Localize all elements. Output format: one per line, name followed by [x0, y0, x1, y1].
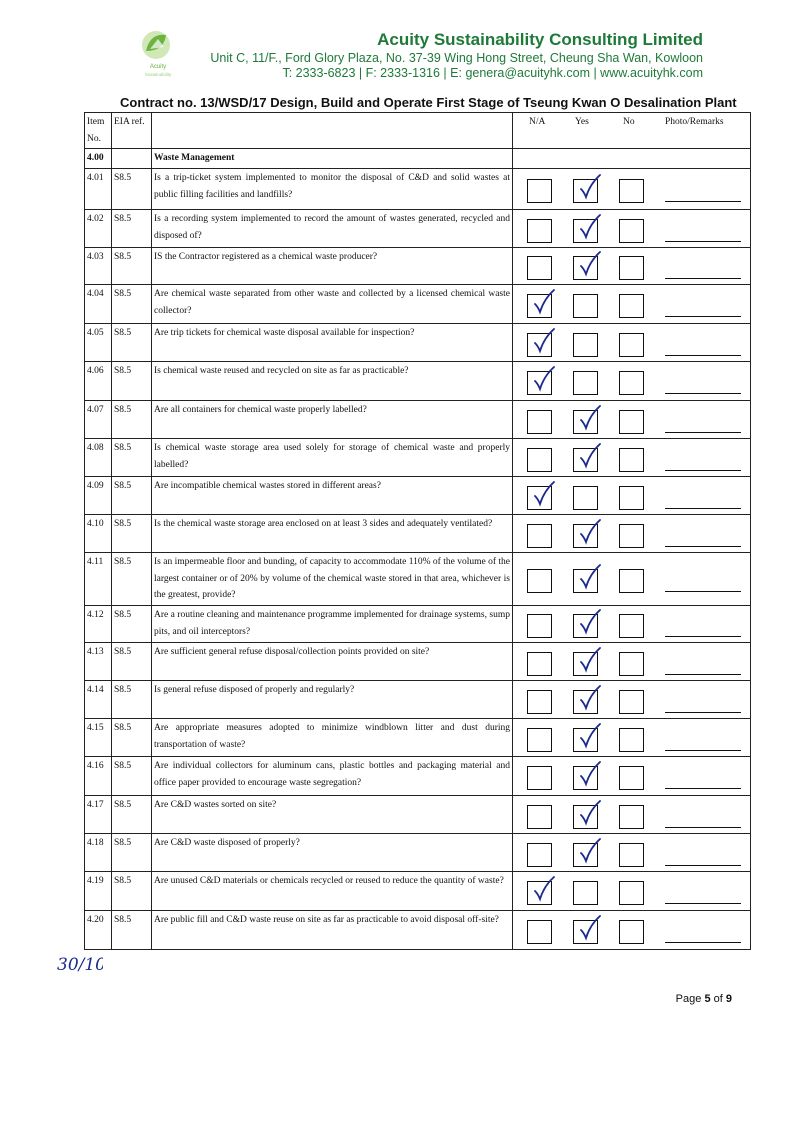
answer-cell	[513, 168, 751, 209]
checkbox-na[interactable]	[527, 843, 552, 867]
check-mark-icon	[576, 405, 602, 433]
checkbox-no[interactable]	[619, 448, 644, 472]
question-text: Are all containers for chemical waste properly labelled?	[152, 400, 513, 438]
answer-cell	[513, 871, 751, 910]
checkbox-na[interactable]	[527, 486, 552, 510]
section-number: 4.00	[85, 149, 112, 169]
remarks-line[interactable]	[665, 674, 741, 675]
answer-cell	[513, 833, 751, 871]
checkbox-na[interactable]	[527, 920, 552, 944]
checklist-table	[84, 112, 751, 950]
checkbox-yes[interactable]	[573, 294, 598, 318]
remarks-line[interactable]	[665, 432, 741, 433]
checkbox-no[interactable]	[619, 410, 644, 434]
checkbox-na[interactable]	[527, 219, 552, 243]
eia-reference: S8.5	[112, 284, 152, 323]
item-number: 4.16	[85, 756, 112, 795]
check-mark-icon	[530, 876, 556, 904]
question-text: Are individual collectors for aluminum cans, plastic bottles and packaging material and office paper provided to encourage waste segregation?	[152, 756, 513, 795]
checkbox-yes[interactable]	[573, 614, 598, 638]
item-number: 4.08	[85, 438, 112, 476]
section-title: Waste Management	[152, 149, 513, 169]
checklist-row	[85, 209, 751, 247]
eia-reference: S8.5	[112, 833, 152, 871]
item-number: 4.20	[85, 910, 112, 949]
checklist-row	[85, 795, 751, 833]
check-mark-icon	[576, 564, 602, 592]
item-number: 4.03	[85, 247, 112, 284]
checkbox-yes[interactable]	[573, 690, 598, 714]
checkbox-no[interactable]	[619, 920, 644, 944]
check-mark-icon	[530, 328, 556, 356]
answer-cell	[513, 247, 751, 284]
answer-cell	[513, 718, 751, 756]
checkbox-no[interactable]	[619, 614, 644, 638]
checkbox-no[interactable]	[619, 843, 644, 867]
item-number: 4.07	[85, 400, 112, 438]
eia-reference: S8.5	[112, 871, 152, 910]
check-mark-icon	[576, 915, 602, 943]
eia-reference: S8.5	[112, 605, 152, 642]
checkbox-yes[interactable]	[573, 881, 598, 905]
answer-cell	[513, 284, 751, 323]
checklist-row	[85, 438, 751, 476]
checkbox-yes[interactable]	[573, 179, 598, 203]
checkbox-no[interactable]	[619, 569, 644, 593]
checklist-row	[85, 400, 751, 438]
eia-reference: S8.5	[112, 361, 152, 400]
checkbox-na[interactable]	[527, 179, 552, 203]
table-header-row	[85, 113, 751, 149]
eia-reference: S8.5	[112, 247, 152, 284]
answer-cell	[513, 209, 751, 247]
section-row	[85, 149, 751, 169]
col-no: No	[623, 117, 635, 127]
remarks-line[interactable]	[665, 788, 741, 789]
checkbox-no[interactable]	[619, 652, 644, 676]
eia-reference: S8.5	[112, 910, 152, 949]
eia-reference: S8.5	[112, 168, 152, 209]
checklist-row	[85, 247, 751, 284]
checkbox-yes[interactable]	[573, 410, 598, 434]
checkbox-no[interactable]	[619, 294, 644, 318]
check-mark-icon	[576, 174, 602, 202]
letterhead	[0, 0, 794, 95]
checkbox-na[interactable]	[527, 614, 552, 638]
check-mark-icon	[576, 647, 602, 675]
item-number: 4.10	[85, 514, 112, 552]
handwritten-note-text: 30/10	[57, 955, 103, 975]
checkbox-na[interactable]	[527, 881, 552, 905]
checkbox-na[interactable]	[527, 256, 552, 280]
current-page: 5	[704, 993, 711, 1005]
remarks-line[interactable]	[665, 508, 741, 509]
checkbox-no[interactable]	[619, 805, 644, 829]
eia-reference: S8.5	[112, 552, 152, 605]
answer-cell	[513, 605, 751, 642]
answer-cell	[513, 795, 751, 833]
remarks-line[interactable]	[665, 546, 741, 547]
item-number: 4.18	[85, 833, 112, 871]
company-name: Acuity Sustainability Consulting Limited	[377, 30, 703, 49]
answer-cell	[513, 438, 751, 476]
col-question	[152, 113, 513, 149]
checklist-row	[85, 323, 751, 361]
answer-cell	[513, 910, 751, 949]
answer-cell	[513, 514, 751, 552]
item-number: 4.02	[85, 209, 112, 247]
question-text: Are sufficient general refuse disposal/collection points provided on site?	[152, 642, 513, 680]
checkbox-na[interactable]	[527, 805, 552, 829]
leaf-logo-icon	[128, 25, 188, 81]
answer-cell	[513, 400, 751, 438]
checkbox-na[interactable]	[527, 294, 552, 318]
checkbox-yes[interactable]	[573, 805, 598, 829]
check-mark-icon	[576, 838, 602, 866]
question-text: Is a trip-ticket system implemented to monitor the disposal of C&D and solid wastes at public filling facilities and landfills?	[152, 168, 513, 209]
remarks-line[interactable]	[665, 316, 741, 317]
checklist-row	[85, 871, 751, 910]
question-text: Is chemical waste storage area used solely for storage of chemical waste and properly labelled?	[152, 438, 513, 476]
check-mark-icon	[576, 214, 602, 242]
checklist-row	[85, 756, 751, 795]
item-number: 4.05	[85, 323, 112, 361]
checklist-row	[85, 833, 751, 871]
check-mark-icon	[576, 443, 602, 471]
checkbox-yes[interactable]	[573, 652, 598, 676]
col-item-no: Item No.	[85, 113, 112, 149]
eia-reference: S8.5	[112, 438, 152, 476]
question-text: Is the chemical waste storage area enclosed on at least 3 sides and adequately ventilated?	[152, 514, 513, 552]
question-text: Is an impermeable floor and bunding, of capacity to accommodate 110% of the volume of the largest container or of 20% by volume of the chemical waste stored in that area, whichever is the greatest, provide?	[152, 552, 513, 605]
eia-reference: S8.5	[112, 718, 152, 756]
checkbox-yes[interactable]	[573, 448, 598, 472]
eia-reference: S8.5	[112, 795, 152, 833]
checkbox-na[interactable]	[527, 690, 552, 714]
checkbox-no[interactable]	[619, 728, 644, 752]
checkbox-no[interactable]	[619, 524, 644, 548]
item-number: 4.04	[85, 284, 112, 323]
checkbox-no[interactable]	[619, 256, 644, 280]
checklist-row	[85, 284, 751, 323]
checkbox-yes[interactable]	[573, 524, 598, 548]
check-mark-icon	[576, 609, 602, 637]
item-number: 4.14	[85, 680, 112, 718]
checkbox-no[interactable]	[619, 371, 644, 395]
eia-reference: S8.5	[112, 400, 152, 438]
checkbox-no[interactable]	[619, 881, 644, 905]
check-mark-icon	[576, 723, 602, 751]
checkbox-yes[interactable]	[573, 766, 598, 790]
question-text: Is general refuse disposed of properly and regularly?	[152, 680, 513, 718]
remarks-line[interactable]	[665, 393, 741, 394]
remarks-line[interactable]	[665, 827, 741, 828]
remarks-line[interactable]	[665, 201, 741, 202]
col-yes: Yes	[575, 117, 589, 127]
check-mark-icon	[576, 519, 602, 547]
checkbox-no[interactable]	[619, 690, 644, 714]
question-text: Are public fill and C&D waste reuse on site as far as practicable to avoid disposal off-site?	[152, 910, 513, 949]
svg-text:Sustainability: Sustainability	[144, 72, 172, 77]
item-number: 4.06	[85, 361, 112, 400]
checklist-row	[85, 718, 751, 756]
check-mark-icon	[530, 481, 556, 509]
checkbox-na[interactable]	[527, 410, 552, 434]
svg-text:Acuity: Acuity	[149, 64, 167, 70]
item-number: 4.17	[85, 795, 112, 833]
item-number: 4.11	[85, 552, 112, 605]
total-pages: 9	[725, 993, 732, 1005]
remarks-line[interactable]	[665, 636, 741, 637]
answer-cell	[513, 323, 751, 361]
contract-title: Contract no. 13/WSD/17 Design, Build and Operate First Stage of Tseung Kwan O Desalination Plant	[120, 95, 737, 110]
question-text: Are C&D wastes sorted on site?	[152, 795, 513, 833]
checklist-row	[85, 514, 751, 552]
question-text: Are appropriate measures adopted to minimize windblown litter and dust during transportation of waste?	[152, 718, 513, 756]
checkbox-na[interactable]	[527, 569, 552, 593]
eia-reference: S8.5	[112, 514, 152, 552]
eia-reference: S8.5	[112, 756, 152, 795]
col-eia-ref: EIA ref.	[112, 113, 152, 149]
checkbox-na[interactable]	[527, 652, 552, 676]
company-logo	[128, 25, 188, 81]
checkbox-na[interactable]	[527, 448, 552, 472]
check-mark-icon	[576, 685, 602, 713]
question-text: Are a routine cleaning and maintenance programme implemented for drainage systems, sump pits, and oil interceptors?	[152, 605, 513, 642]
checklist-row	[85, 910, 751, 949]
checkbox-yes[interactable]	[573, 219, 598, 243]
answer-cell	[513, 680, 751, 718]
checkbox-na[interactable]	[527, 371, 552, 395]
remarks-line[interactable]	[665, 750, 741, 751]
item-number: 4.12	[85, 605, 112, 642]
remarks-line[interactable]	[665, 278, 741, 279]
question-text: Are chemical waste separated from other waste and collected by a licensed chemical waste collector?	[152, 284, 513, 323]
eia-reference: S8.5	[112, 476, 152, 514]
checkbox-yes[interactable]	[573, 728, 598, 752]
col-answers	[513, 113, 751, 149]
page-number: Page 5 of 9	[675, 993, 732, 1005]
check-mark-icon	[530, 366, 556, 394]
question-text: Is chemical waste reused and recycled on site as far as practicable?	[152, 361, 513, 400]
checkbox-na[interactable]	[527, 524, 552, 548]
checklist-row	[85, 361, 751, 400]
remarks-line[interactable]	[665, 470, 741, 471]
checkbox-yes[interactable]	[573, 486, 598, 510]
check-mark-icon	[576, 251, 602, 279]
remarks-line[interactable]	[665, 903, 741, 904]
remarks-line[interactable]	[665, 942, 741, 943]
question-text: Are C&D waste disposed of properly?	[152, 833, 513, 871]
checkbox-yes[interactable]	[573, 371, 598, 395]
question-text: Are incompatible chemical wastes stored in different areas?	[152, 476, 513, 514]
checkbox-yes[interactable]	[573, 920, 598, 944]
checkbox-na[interactable]	[527, 766, 552, 790]
eia-reference: S8.5	[112, 209, 152, 247]
checkbox-no[interactable]	[619, 219, 644, 243]
handwritten-date	[55, 950, 103, 976]
answer-cell	[513, 642, 751, 680]
remarks-line[interactable]	[665, 241, 741, 242]
checklist-row	[85, 552, 751, 605]
item-number: 4.01	[85, 168, 112, 209]
checklist-row	[85, 168, 751, 209]
answer-cell	[513, 361, 751, 400]
remarks-line[interactable]	[665, 712, 741, 713]
remarks-line[interactable]	[665, 355, 741, 356]
check-mark-icon	[576, 761, 602, 789]
answer-cell	[513, 756, 751, 795]
question-text: Are trip tickets for chemical waste disposal available for inspection?	[152, 323, 513, 361]
checkbox-na[interactable]	[527, 728, 552, 752]
checkbox-yes[interactable]	[573, 843, 598, 867]
checklist-row	[85, 680, 751, 718]
checklist-row	[85, 642, 751, 680]
remarks-line[interactable]	[665, 865, 741, 866]
company-contact: T: 2333-6823 | F: 2333-1316 | E: genera@acuityhk.com | www.acuityhk.com	[282, 66, 703, 80]
checkbox-yes[interactable]	[573, 569, 598, 593]
checkbox-yes[interactable]	[573, 333, 598, 357]
answer-cell	[513, 552, 751, 605]
item-number: 4.15	[85, 718, 112, 756]
checkbox-no[interactable]	[619, 179, 644, 203]
eia-reference: S8.5	[112, 642, 152, 680]
question-text: Are unused C&D materials or chemicals recycled or reused to reduce the quantity of waste?	[152, 871, 513, 910]
checklist-row	[85, 476, 751, 514]
company-address: Unit C, 11/F., Ford Glory Plaza, No. 37-39 Wing Hong Street, Cheung Sha Wan, Kowloon	[210, 51, 703, 65]
checkbox-yes[interactable]	[573, 256, 598, 280]
eia-reference: S8.5	[112, 323, 152, 361]
checkbox-no[interactable]	[619, 486, 644, 510]
item-number: 4.19	[85, 871, 112, 910]
question-text: Is a recording system implemented to record the amount of wastes generated, recycled and disposed of?	[152, 209, 513, 247]
check-mark-icon	[530, 289, 556, 317]
item-number: 4.09	[85, 476, 112, 514]
checkbox-no[interactable]	[619, 766, 644, 790]
check-mark-icon	[576, 800, 602, 828]
col-remarks: Photo/Remarks	[665, 117, 724, 127]
answer-cell	[513, 476, 751, 514]
eia-reference: S8.5	[112, 680, 152, 718]
remarks-line[interactable]	[665, 591, 741, 592]
item-number: 4.13	[85, 642, 112, 680]
checklist-row	[85, 605, 751, 642]
checkbox-no[interactable]	[619, 333, 644, 357]
question-text: IS the Contractor registered as a chemical waste producer?	[152, 247, 513, 284]
checkbox-na[interactable]	[527, 333, 552, 357]
col-na: N/A	[529, 117, 546, 127]
